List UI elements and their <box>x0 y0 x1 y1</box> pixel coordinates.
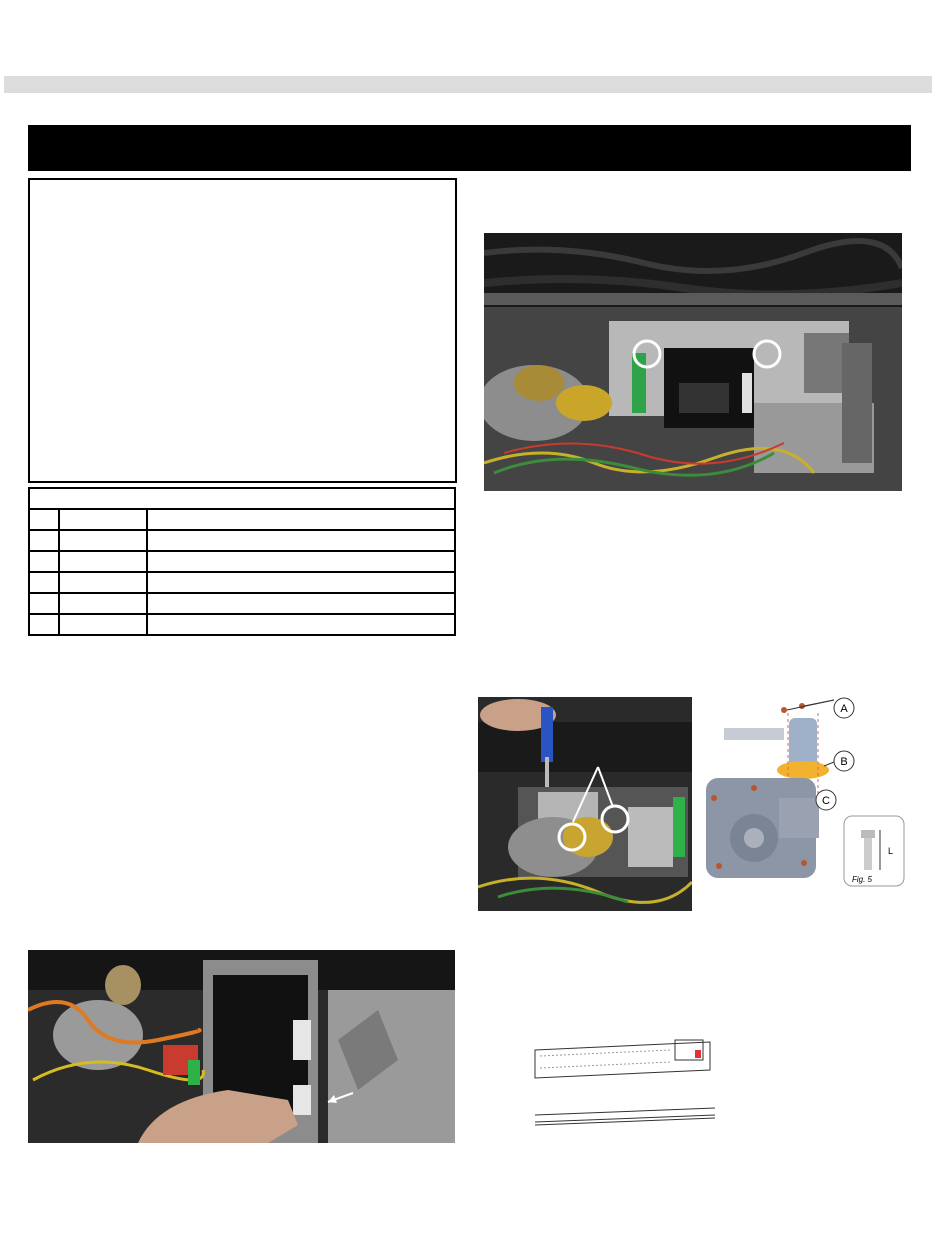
row-part <box>59 551 147 572</box>
dimension-label: L <box>888 846 894 856</box>
row-number <box>29 530 59 551</box>
row-desc <box>147 593 455 614</box>
row-part <box>59 593 147 614</box>
table-row <box>29 593 455 614</box>
row-number <box>29 572 59 593</box>
row-part <box>59 614 147 635</box>
row-desc <box>147 530 455 551</box>
parts-table-header <box>29 488 455 509</box>
header-rule <box>4 76 932 93</box>
figure-label: Fig. 5 <box>852 875 873 884</box>
burner-tray-drawing <box>530 1030 720 1130</box>
row-number <box>29 509 59 530</box>
table-row <box>29 572 455 593</box>
section-banner <box>28 125 911 171</box>
row-desc <box>147 509 455 530</box>
row-part <box>59 509 147 530</box>
callout-c: C <box>822 795 830 807</box>
parts-table <box>28 487 456 636</box>
row-number <box>29 614 59 635</box>
row-number <box>29 593 59 614</box>
row-desc <box>147 551 455 572</box>
table-row <box>29 614 455 635</box>
valve-screwdriver-photo <box>478 697 692 911</box>
valve-exploded-diagram <box>694 688 912 898</box>
row-desc <box>147 572 455 593</box>
table-row <box>29 551 455 572</box>
callout-b: B <box>840 756 848 768</box>
note-box <box>28 178 457 483</box>
control-module-photo <box>484 233 902 491</box>
row-desc <box>147 614 455 635</box>
row-number <box>29 551 59 572</box>
row-part <box>59 530 147 551</box>
callout-a: A <box>840 703 848 715</box>
table-row <box>29 530 455 551</box>
row-part <box>59 572 147 593</box>
table-row <box>29 509 455 530</box>
module-disconnect-photo <box>28 950 455 1143</box>
